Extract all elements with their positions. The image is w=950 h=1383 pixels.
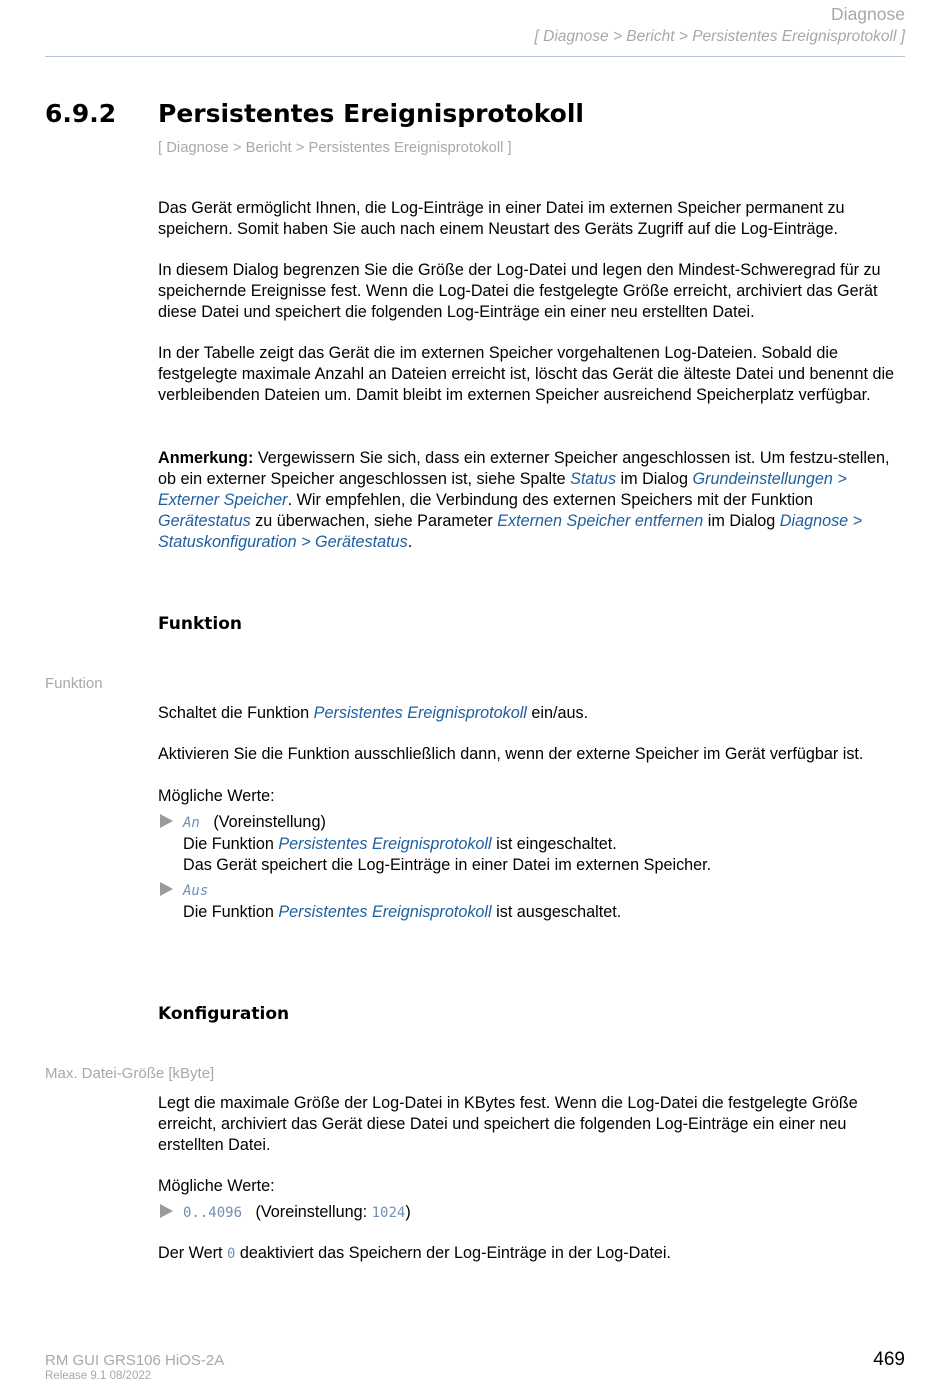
link-geraetestatus[interactable]: Gerätestatus [158,512,251,530]
link-statuskonfiguration-geraetestatus[interactable]: Diagnose > Statuskonfiguration > Gerätestatus [158,512,863,551]
option-aus-line [183,880,903,902]
section-breadcrumb: [ Diagnose > Bericht > Persistentes Ereignisprotokoll ] [158,140,512,156]
note-paragraph [158,448,908,553]
funktion-advice: Aktivieren Sie die Funktion ausschließlich dann, wenn der externe Speicher im Gerät verfügbar ist. [158,745,864,763]
intro-paragraph-1: Das Gerät ermöglicht Ihnen, die Log-Einträge in einer Datei im externen Speicher permanent zu speichern. Somit haben Sie auch nach einem Neustart des Geräts Zugriff auf die Log-Einträge. [158,199,845,238]
footer-release: Release 9.1 08/2022 [45,1370,152,1382]
triangle-bullet-icon [158,813,176,831]
option-aus-desc-pre: Die Funktion [183,903,279,921]
option-aus [183,880,903,923]
option-an-desc-pre: Die Funktion [183,835,279,853]
header-breadcrumb: [ Diagnose > Bericht > Persistentes Ereignisprotokoll ] [534,28,905,45]
range-default-post: ) [405,1203,411,1221]
zero-value-note [158,1243,908,1265]
link-status[interactable]: Status [570,470,617,488]
funktion-desc-post: ein/aus. [526,704,589,722]
option-an-default: (Voreinstellung) [213,813,326,831]
funktion-heading: Funktion [158,614,243,634]
option-range [183,1202,903,1224]
konfiguration-possible-values: Mögliche Werte: [158,1177,275,1195]
triangle-bullet-icon [158,881,176,899]
option-aus-desc-post: ist ausgeschaltet. [491,903,622,921]
note-label: Anmerkung: [158,449,254,467]
note-text-1: Vergewissern Sie sich, dass ein externer Speicher angeschlossen ist. Um festzu-stellen, ob ein externer Speicher angeschlossen ist, siehe Spalte [158,449,890,488]
range-default-value: 1024 [371,1205,406,1221]
konfiguration-heading: Konfiguration [158,1004,290,1024]
intro-paragraph-3: In der Tabelle zeigt das Gerät die im externen Speicher vorgehaltenen Log-Dateien. Sobald die festgelegte maximale Anzahl an Dateien erreicht ist, löscht das Gerät die älteste Datei und benennt die verbleibenden Dateien um. Damit bleibt im externen Speicher ausreichend Speicherplatz verfügbar. [158,344,895,404]
section-title: Persistentes Ereignisprotokoll [158,99,585,128]
zero-note-value: 0 [226,1246,236,1262]
link-persistentes-ereignisprotokoll-an[interactable]: Persistentes Ereignisprotokoll [278,835,492,853]
max-datei-groesse-label: Max. Datei-Größe [kByte] [45,1065,215,1082]
note-text-3: . Wir empfehlen, die Verbindung des externen Speichers mit der Funktion [287,491,814,509]
range-default-pre: (Voreinstellung: [255,1203,372,1221]
funktion-side-label: Funktion [45,675,103,692]
link-persistentes-ereignisprotokoll[interactable]: Persistentes Ereignisprotokoll [313,704,527,722]
option-aus-value: Aus [183,883,209,899]
triangle-bullet-icon [158,1203,176,1221]
zero-note-pre: Der Wert [158,1244,227,1262]
note-text-6: . [407,533,413,551]
link-grundeinstellungen-externer-speicher[interactable]: Grundeinstellungen > Externer Speicher [158,470,847,509]
note-text-2: im Dialog [616,470,693,488]
link-persistentes-ereignisprotokoll-aus[interactable]: Persistentes Ereignisprotokoll [278,903,492,921]
section-number: 6.9.2 [45,99,117,128]
header-chapter: Diagnose [831,4,905,24]
note-text-5: im Dialog [703,512,780,530]
option-an [183,812,903,876]
funktion-description [158,703,908,724]
funktion-possible-values: Mögliche Werte: [158,787,275,805]
footer-product: RM GUI GRS106 HiOS-2A [45,1352,225,1369]
zero-note-post: deaktiviert das Speichern der Log-Einträge in der Log-Datei. [235,1244,671,1262]
range-value: 0..4096 [183,1205,243,1221]
konfiguration-description: Legt die maximale Größe der Log-Datei in KBytes fest. Wenn die Log-Datei die festgelegte Größe erreicht, archiviert das Gerät diese Datei und speichert die folgenden Log-Einträge ein einer neu erstellten Datei. [158,1094,858,1154]
funktion-desc-pre: Schaltet die Funktion [158,704,314,722]
intro-paragraph-2: In diesem Dialog begrenzen Sie die Größe der Log-Datei und legen den Mindest-Schweregrad für zu speichernde Ereignisse fest. Wenn die Log-Datei die festgelegte Größe erreicht, archiviert das Gerät diese Datei und speichert die folgenden Log-Einträge ein einer neu erstellten Datei. [158,261,881,321]
option-an-line [183,812,903,834]
header-divider [45,56,905,57]
note-text-4: zu überwachen, siehe Parameter [250,512,498,530]
option-an-desc-post: ist eingeschaltet. [491,835,617,853]
link-externen-speicher-entfernen[interactable]: Externen Speicher entfernen [497,512,704,530]
page-number: 469 [873,1349,905,1370]
option-an-value: An [183,815,200,831]
option-aus-desc [183,902,903,923]
option-an-desc-2: Das Gerät speichert die Log-Einträge in einer Datei im externen Speicher. [183,856,712,874]
option-an-desc-1 [183,834,903,855]
